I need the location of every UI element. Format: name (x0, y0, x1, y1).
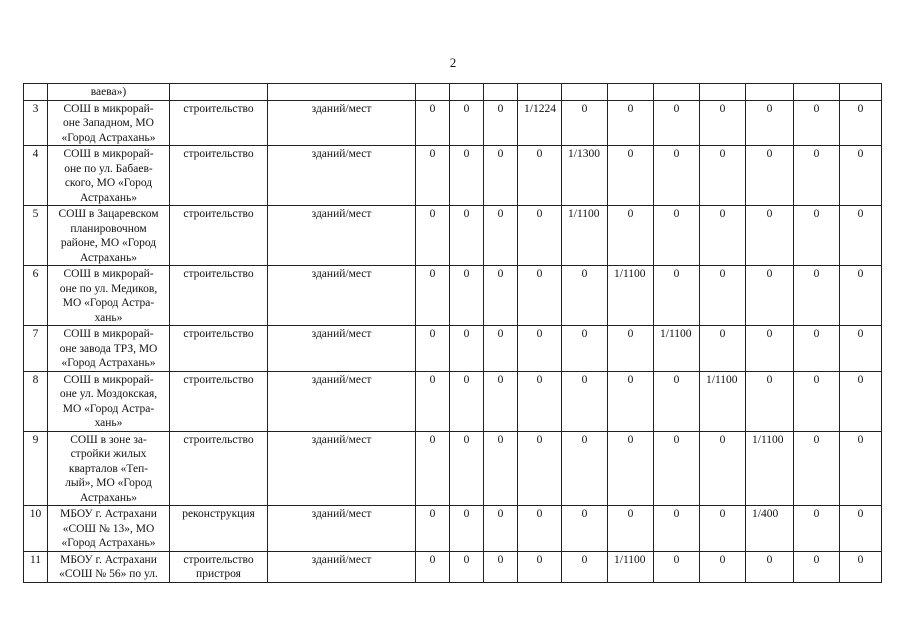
cell-object-name (48, 146, 170, 206)
cell-value: 1/1100 (562, 206, 608, 266)
object-name-line: СОШ в микрорай- (63, 148, 154, 160)
object-name-line: оне Западном, МО (63, 117, 154, 129)
cell-value: 0 (608, 206, 654, 266)
cell-unit: зданий/мест (268, 506, 416, 552)
cell-value: 0 (562, 431, 608, 506)
cell-value: 0 (654, 506, 700, 552)
cell-value: 0 (840, 551, 882, 582)
cell-value: 0 (700, 146, 746, 206)
work-type-line: строительство (183, 208, 254, 220)
cell-value: 0 (450, 506, 484, 552)
cell-value: 0 (654, 206, 700, 266)
cell-num: 9 (24, 431, 48, 506)
cell-value: 0 (840, 506, 882, 552)
cell-value: 0 (746, 100, 794, 146)
cell-value: 0 (654, 146, 700, 206)
cell-value: 0 (746, 371, 794, 431)
cell-value: 0 (746, 326, 794, 372)
cell-value (518, 84, 562, 101)
cell-work-type (170, 266, 268, 326)
cell-value: 0 (562, 506, 608, 552)
cell-value: 0 (608, 326, 654, 372)
object-name-line: оне по ул. Бабаев- (64, 162, 153, 175)
cell-value: 0 (450, 206, 484, 266)
cell-value: 0 (700, 326, 746, 372)
cell-value (608, 84, 654, 101)
cell-work-type (170, 146, 268, 206)
cell-value: 1/1300 (562, 146, 608, 206)
cell-value: 0 (416, 206, 450, 266)
cell-value (450, 84, 484, 101)
work-type-line: пристроя (196, 568, 241, 580)
cell-value: 0 (608, 506, 654, 552)
cell-value: 0 (840, 371, 882, 431)
cell-value: 1/1100 (608, 266, 654, 326)
table-row (24, 266, 882, 326)
cell-num: 5 (24, 206, 48, 266)
object-name-line: оне по ул. Медиков, (59, 282, 158, 295)
cell-value: 0 (654, 100, 700, 146)
cell-value: 0 (700, 431, 746, 506)
cell-value: 0 (654, 551, 700, 582)
cell-value: 0 (700, 506, 746, 552)
cell-unit: зданий/мест (268, 371, 416, 431)
cell-value: 0 (700, 551, 746, 582)
cell-unit: зданий/мест (268, 431, 416, 506)
object-name-line: хань» (94, 417, 123, 429)
object-name-line: ского, МО «Город (64, 177, 153, 189)
cell-value: 0 (450, 551, 484, 582)
cell-value: 0 (484, 100, 518, 146)
cell-value: 0 (518, 431, 562, 506)
cell-value: 0 (840, 206, 882, 266)
cell-value (654, 84, 700, 101)
cell-object-name (48, 100, 170, 146)
table-row-continuation (24, 84, 882, 101)
object-name-line: СОШ в Зацаревском (58, 208, 159, 220)
cell-value (700, 84, 746, 101)
cell-value: 0 (484, 506, 518, 552)
cell-value: 0 (416, 371, 450, 431)
cell-object-name: ваева») (48, 84, 170, 101)
cell-value: 0 (562, 100, 608, 146)
object-name-line: хань» (94, 311, 123, 324)
object-name-line: «СОШ № 13», МО (62, 522, 155, 535)
cell-value (484, 84, 518, 101)
cell-value: 1/1224 (518, 100, 562, 146)
cell-value (562, 84, 608, 101)
cell-value: 1/1100 (746, 431, 794, 506)
table-row (24, 100, 882, 146)
cell-value: 0 (608, 431, 654, 506)
cell-value: 0 (484, 431, 518, 506)
cell-value: 0 (484, 206, 518, 266)
object-name-line: МБОУ г. Астрахани (60, 508, 157, 520)
table-row (24, 146, 882, 206)
cell-value: 0 (450, 146, 484, 206)
cell-value: 1/400 (746, 506, 794, 552)
cell-work-type (170, 326, 268, 372)
cell-value: 0 (416, 506, 450, 552)
cell-work-type (170, 371, 268, 431)
object-name-line: планировочном (70, 222, 147, 235)
cell-value: 0 (840, 146, 882, 206)
cell-value: 0 (416, 551, 450, 582)
cell-value: 0 (794, 146, 840, 206)
cell-value: 0 (484, 551, 518, 582)
cell-unit: зданий/мест (268, 551, 416, 582)
cell-object-name (48, 326, 170, 372)
cell-value: 0 (562, 551, 608, 582)
cell-object-name (48, 506, 170, 552)
cell-unit: зданий/мест (268, 266, 416, 326)
cell-value: 0 (450, 266, 484, 326)
cell-value: 0 (794, 100, 840, 146)
cell-value: 0 (840, 100, 882, 146)
cell-value: 0 (518, 506, 562, 552)
cell-value: 0 (794, 266, 840, 326)
work-type-line: строительство (183, 148, 254, 160)
cell-num: 4 (24, 146, 48, 206)
cell-value: 0 (562, 266, 608, 326)
cell-num (24, 84, 48, 101)
cell-num: 6 (24, 266, 48, 326)
table-row (24, 371, 882, 431)
cell-value (746, 84, 794, 101)
cell-unit: зданий/мест (268, 206, 416, 266)
cell-value: 0 (608, 146, 654, 206)
program-table (23, 83, 882, 583)
table-row (24, 431, 882, 506)
object-name-line: СОШ в зоне за- (70, 433, 147, 446)
table-row (24, 506, 882, 552)
cell-value: 0 (794, 506, 840, 552)
object-name-line: СОШ в микрорай- (63, 102, 154, 115)
object-name-line: оне завода ТРЗ, МО (59, 342, 158, 355)
cell-value: 0 (654, 266, 700, 326)
cell-num: 10 (24, 506, 48, 552)
cell-num: 11 (24, 551, 48, 582)
work-type-line: реконструкция (182, 508, 255, 520)
cell-value: 0 (450, 431, 484, 506)
cell-value: 0 (840, 326, 882, 372)
table-row (24, 551, 882, 582)
object-name-line: МБОУ г. Астрахани (60, 553, 157, 566)
cell-value: 0 (416, 431, 450, 506)
cell-value: 0 (700, 266, 746, 326)
cell-value (794, 84, 840, 101)
object-name-line: кварталов «Теп- (68, 462, 149, 475)
cell-value: 0 (794, 431, 840, 506)
cell-value: 0 (416, 146, 450, 206)
cell-value: 0 (450, 371, 484, 431)
object-name-line: «Город Астрахань» (61, 357, 156, 369)
cell-value: 0 (840, 266, 882, 326)
object-name-line: СОШ в микрорай- (63, 268, 154, 280)
object-name-line: «СОШ № 56» по ул. (59, 568, 158, 580)
cell-value: 0 (518, 326, 562, 372)
work-type-line: строительство (183, 433, 254, 446)
cell-object-name (48, 371, 170, 431)
cell-unit: зданий/мест (268, 326, 416, 372)
object-name-line: СОШ в микрорай- (63, 328, 154, 340)
cell-value: 0 (840, 431, 882, 506)
cell-value: 1/1100 (608, 551, 654, 582)
cell-value: 0 (416, 326, 450, 372)
object-name-line: лый», МО «Город (65, 477, 152, 489)
cell-value: 0 (562, 371, 608, 431)
cell-value: 0 (450, 326, 484, 372)
cell-value: 0 (518, 371, 562, 431)
cell-unit: зданий/мест (268, 100, 416, 146)
cell-value: 0 (746, 551, 794, 582)
cell-work-type (170, 84, 268, 101)
cell-value: 0 (746, 266, 794, 326)
work-type-line: строительство (183, 553, 254, 566)
object-name-line: «Город Астрахань» (61, 537, 156, 549)
page-number: 2 (449, 55, 457, 70)
cell-num: 8 (24, 371, 48, 431)
cell-value: 0 (794, 206, 840, 266)
cell-value: 0 (484, 266, 518, 326)
cell-value: 1/1100 (654, 326, 700, 372)
work-type-line: строительство (183, 268, 254, 280)
work-type-line: строительство (183, 102, 254, 115)
cell-value: 0 (416, 266, 450, 326)
object-name-line: МО «Город Астра- (62, 402, 155, 415)
cell-value: 0 (484, 371, 518, 431)
cell-value: 0 (746, 206, 794, 266)
cell-work-type (170, 206, 268, 266)
object-name-line: Астрахань» (80, 191, 137, 204)
cell-value: 0 (654, 371, 700, 431)
cell-work-type (170, 100, 268, 146)
cell-value: 0 (700, 100, 746, 146)
cell-object-name (48, 266, 170, 326)
object-name-line: СОШ в микрорай- (63, 373, 154, 386)
cell-unit (268, 84, 416, 101)
object-name-line: МО «Город Астра- (62, 297, 155, 309)
cell-value: 0 (484, 326, 518, 372)
cell-value: 1/1100 (700, 371, 746, 431)
cell-value: 0 (794, 326, 840, 372)
object-name-line: «Город Астрахань» (61, 131, 156, 144)
object-name-line: Астрахань» (80, 251, 137, 264)
object-name-line: Астрахань» (80, 491, 137, 504)
cell-value: 0 (416, 100, 450, 146)
cell-num: 7 (24, 326, 48, 372)
cell-value (416, 84, 450, 101)
table-row (24, 326, 882, 372)
work-type-line: строительство (183, 373, 254, 386)
cell-unit: зданий/мест (268, 146, 416, 206)
cell-value: 0 (794, 371, 840, 431)
work-type-line: строительство (183, 328, 254, 340)
cell-value: 0 (654, 431, 700, 506)
object-name-line: стройки жилых (70, 448, 147, 460)
cell-value (840, 84, 882, 101)
cell-value: 0 (450, 100, 484, 146)
cell-value: 0 (746, 146, 794, 206)
object-name-line: оне ул. Моздокская, (59, 388, 158, 400)
cell-value: 0 (608, 371, 654, 431)
object-name-line: районе, МО «Город (60, 237, 157, 249)
cell-value: 0 (562, 326, 608, 372)
cell-value: 0 (518, 206, 562, 266)
cell-value: 0 (518, 266, 562, 326)
cell-value: 0 (518, 146, 562, 206)
cell-object-name (48, 206, 170, 266)
cell-object-name (48, 431, 170, 506)
cell-num: 3 (24, 100, 48, 146)
cell-value: 0 (484, 146, 518, 206)
cell-object-name (48, 551, 170, 582)
cell-value: 0 (794, 551, 840, 582)
cell-value: 0 (700, 206, 746, 266)
cell-work-type (170, 431, 268, 506)
cell-value: 0 (518, 551, 562, 582)
cell-work-type (170, 506, 268, 552)
cell-value: 0 (608, 100, 654, 146)
cell-work-type (170, 551, 268, 582)
table-row (24, 206, 882, 266)
